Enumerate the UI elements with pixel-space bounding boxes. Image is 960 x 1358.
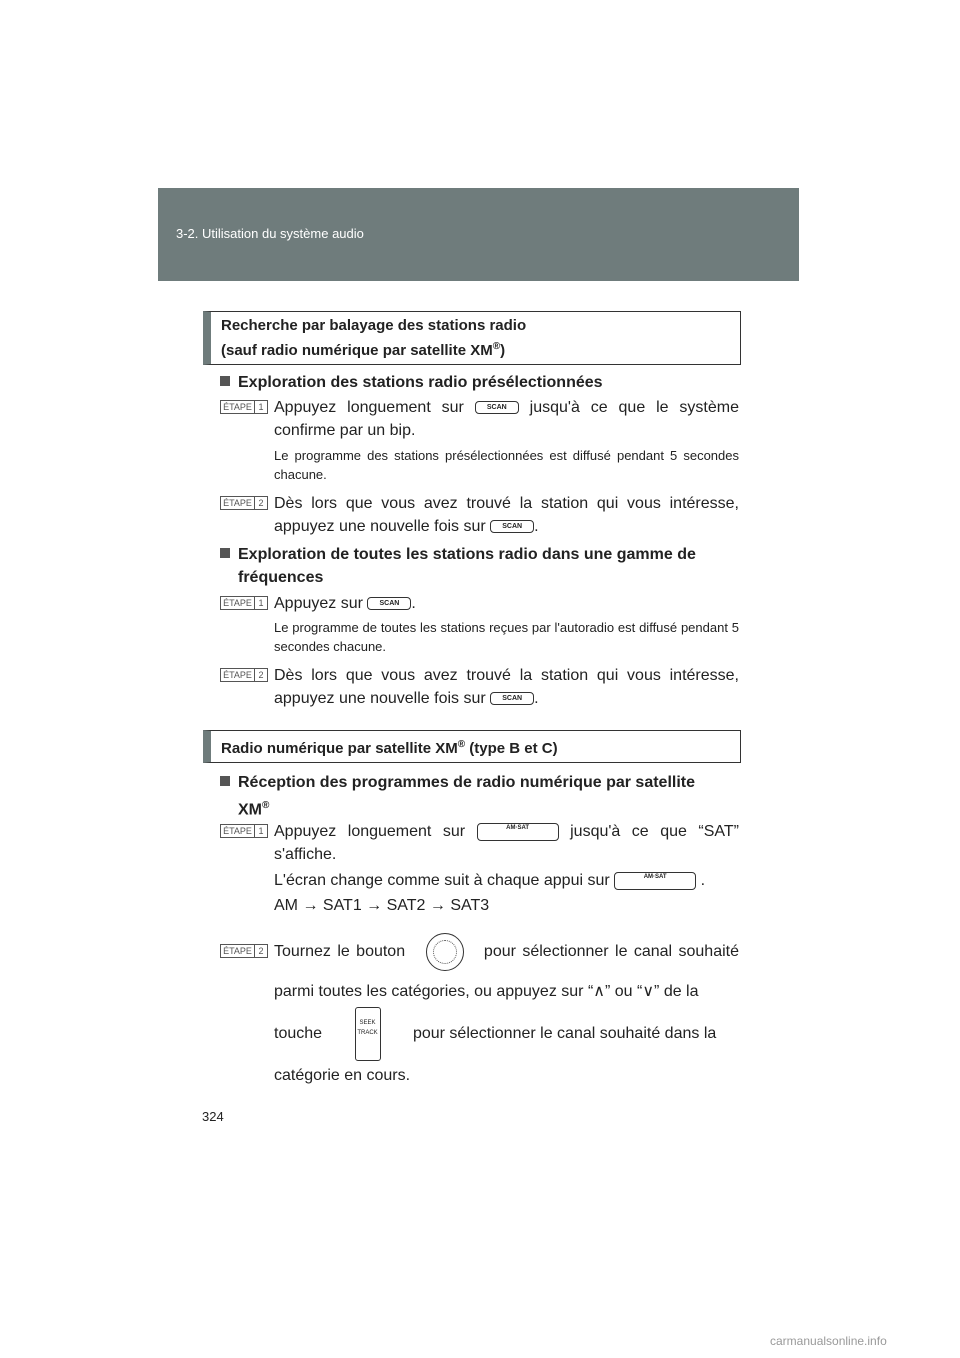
step-text-line3: touche SEEK TRACK pour sélectionner le canal souhaité dans la <box>274 1006 739 1062</box>
section-box-line1: Recherche par balayage des stations radio <box>221 317 527 334</box>
section-header-bar <box>158 188 799 281</box>
step-badge: ÉTAPE 2 <box>220 944 268 958</box>
step-text: Tournez le bouton pour sélectionner le canal souhaité parmi toutes les catégories, ou appuyez sur “∧” ou “∨” de la <box>274 932 739 1012</box>
step-badge: ÉTAPE 1 <box>220 400 268 414</box>
subheading-xm-reception: Réception des programmes de radio numérique par satellite XM® <box>220 771 740 821</box>
square-bullet-icon <box>220 548 230 558</box>
section-box-scan <box>203 311 741 365</box>
tune-knob-icon <box>426 933 464 971</box>
subheading-preset-scan: Exploration des stations radio présélectionnées <box>220 371 740 394</box>
square-bullet-icon <box>220 376 230 386</box>
step-text: Dès lors que vous avez trouvé la station qui vous intéresse, appuyez une nouvelle fois sur SCAN . <box>274 495 739 535</box>
footer-watermark: carmanualsonline.info <box>770 1334 887 1348</box>
section-box-xm: Radio numérique par satellite XM® (type B et C) <box>203 730 741 763</box>
section-box-line2: (sauf radio numérique par satellite XM®) <box>221 341 506 359</box>
scan-button-icon: SCAN <box>367 597 411 610</box>
step-badge: ÉTAPE 2 <box>220 496 268 510</box>
seek-track-button-icon: SEEK TRACK <box>355 1007 381 1061</box>
step-badge: ÉTAPE 2 <box>220 668 268 682</box>
step-badge: ÉTAPE 1 <box>220 824 268 838</box>
subheading-band-scan: Exploration de toutes les stations radio dans une gamme de fréquences <box>220 543 740 589</box>
step-text: Dès lors que vous avez trouvé la station qui vous intéresse, appuyez une nouvelle fois sur SCAN . <box>274 667 739 707</box>
mode-sequence: AM → SAT1 → SAT2 → SAT3 <box>274 897 490 914</box>
square-bullet-icon <box>220 776 230 786</box>
am-sat-button-icon: AM·SAT <box>477 823 559 841</box>
page-number: 324 <box>202 1109 224 1124</box>
scan-button-icon: SCAN <box>475 401 519 414</box>
section-title: 3-2. Utilisation du système audio <box>176 226 364 241</box>
step-text-line2: L'écran change comme suit à chaque appui sur AM·SAT . <box>274 872 706 889</box>
step-text: Appuyez longuement sur SCAN jusqu'à ce que le système confirme par un bip. <box>274 399 739 439</box>
step-text-line4: catégorie en cours. <box>274 1067 411 1084</box>
step-note: Le programme des stations présélectionnées est diffusé pendant 5 secondes chacune. <box>274 448 739 482</box>
step-text: Appuyez sur SCAN . <box>274 595 416 612</box>
step-note: Le programme de toutes les stations reçues par l'autoradio est diffusé pendant 5 secondes chacune. <box>274 620 739 654</box>
am-sat-button-icon: AM·SAT <box>614 872 696 890</box>
step-badge: ÉTAPE 1 <box>220 596 268 610</box>
scan-button-icon: SCAN <box>490 692 534 705</box>
step-text: Appuyez longuement sur AM·SAT jusqu'à ce que “SAT” s'affiche. <box>274 823 739 863</box>
scan-button-icon: SCAN <box>490 520 534 533</box>
